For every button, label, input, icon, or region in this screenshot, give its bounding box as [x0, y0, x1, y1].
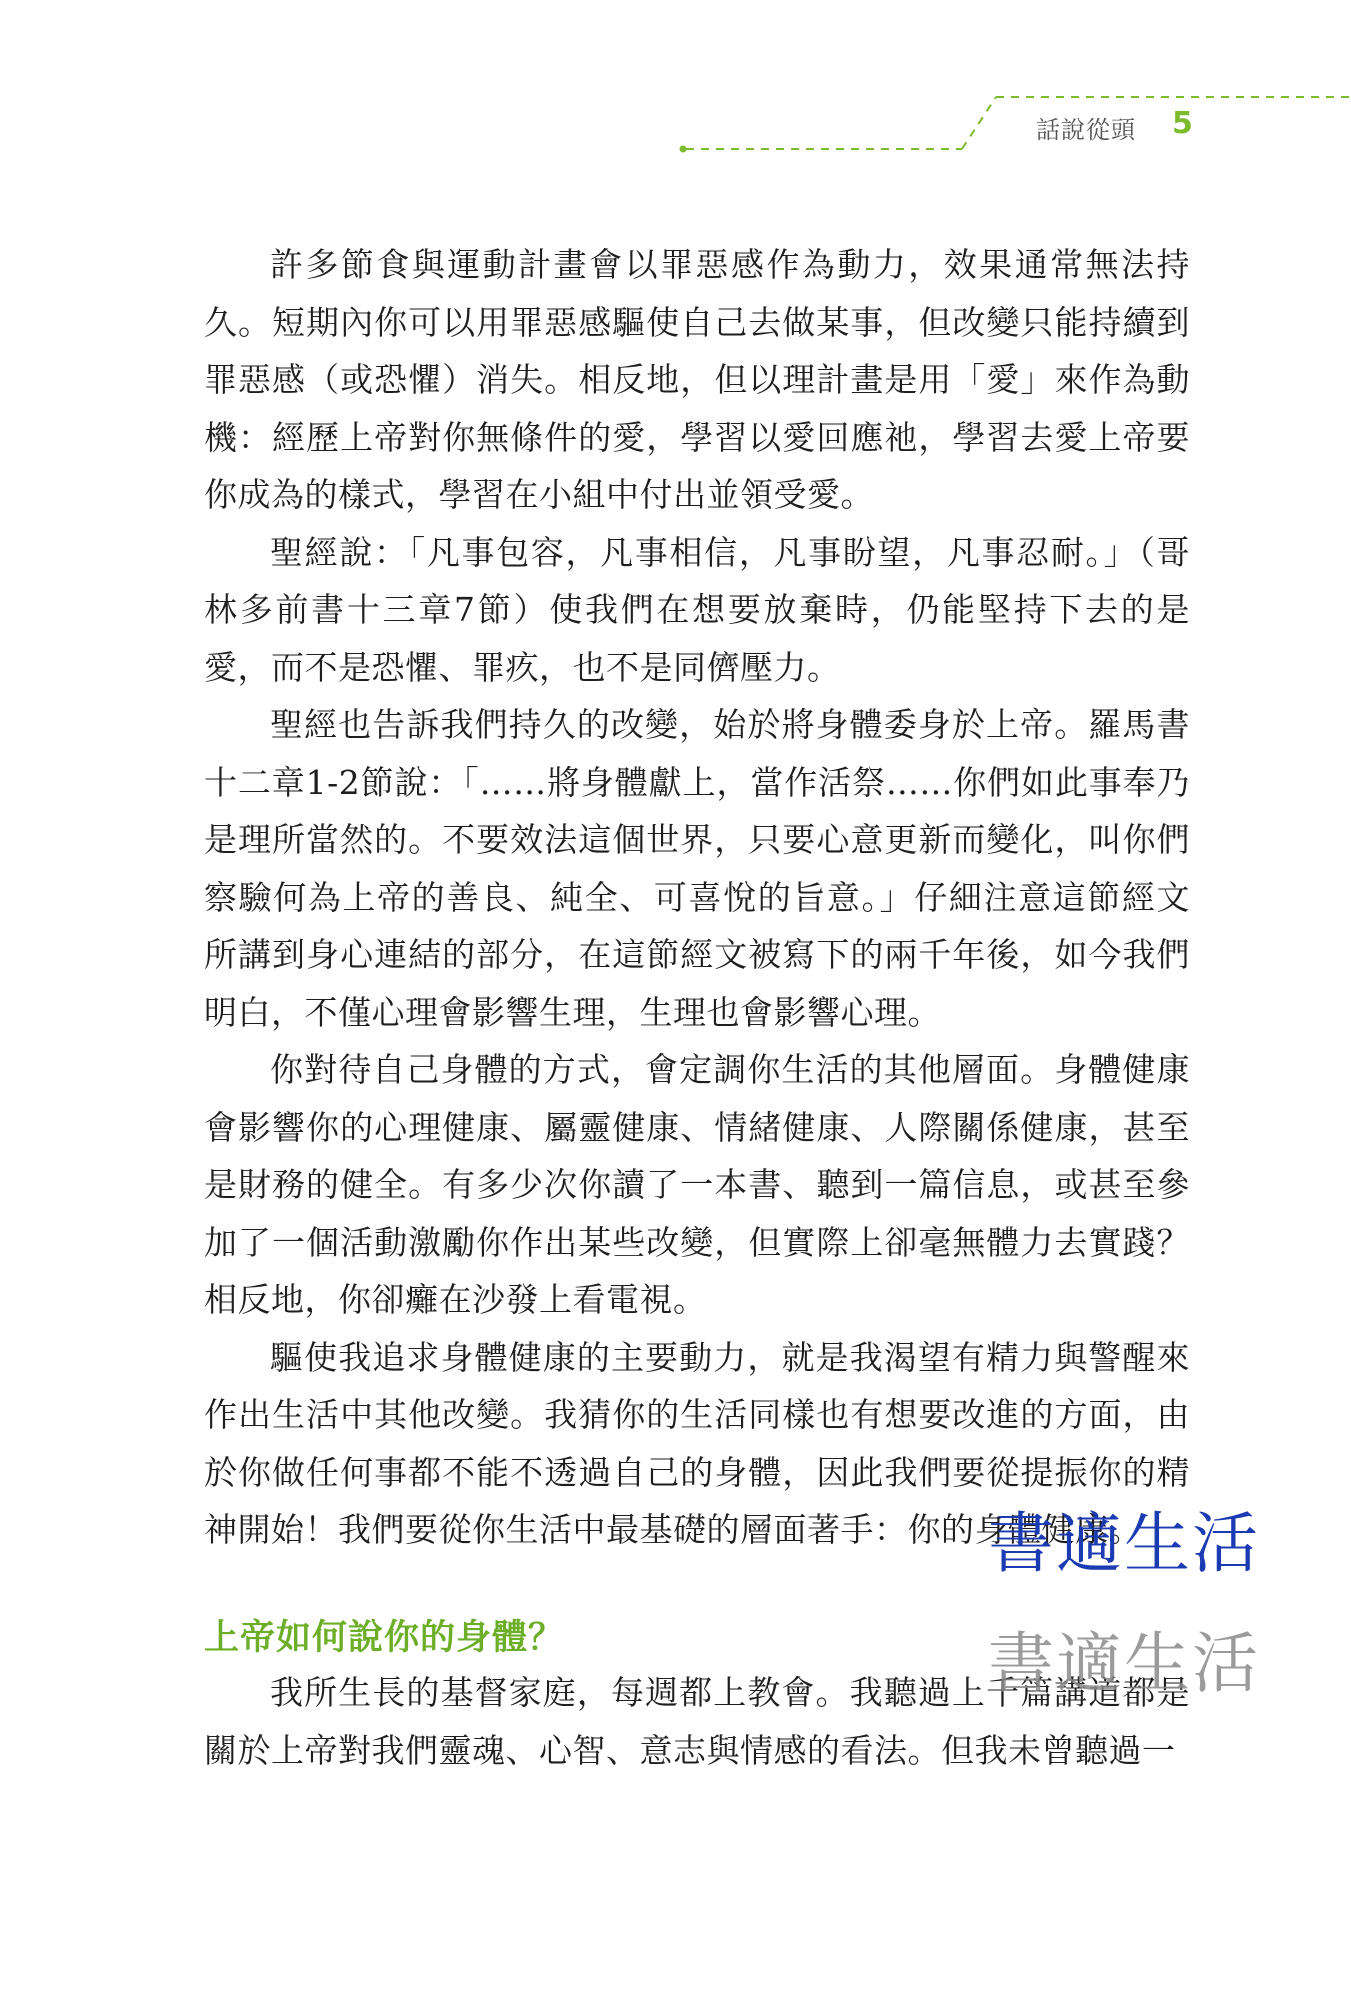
- section-heading: 上帝如何說你的身體？: [204, 1618, 565, 1658]
- page-number: 5: [1172, 106, 1193, 141]
- watermark-gray: 書適生活: [988, 1625, 1260, 1702]
- header-dashed-rule: [0, 0, 1351, 170]
- paragraph: 驅使我追求身體健康的主要動力，就是我渴望有精力與警醒來作出生活中其他改變。我猜你的生活同樣也有想要改進的方面，由於你做任何事都不能不透過自己的身體，因此我們要從提振你的精神開始！我們要從你生活中最基礎的層面著手：你的身體健康。: [204, 1337, 1190, 1549]
- paragraph: 我所生長的基督家庭，每週都上教會。我聽過上千篇講道都是關於上帝對我們靈魂、心智、意志與情感的看法。但我未曾聽過一: [204, 1673, 1190, 1770]
- body-text: [204, 236, 1190, 1559]
- paragraph: 許多節食與運動計畫會以罪惡感作為動力，效果通常無法持久。短期內你可以用罪惡感驅使自己去做某事，但改變只能持續到罪惡感（或恐懼）消失。相反地，但以理計畫是用「愛」來作為動機：經歷上帝對你無條件的愛，學習以愛回應祂，學習去愛上帝要你成為的樣式，學習在小組中付出並領受愛。: [204, 245, 1190, 514]
- header-rule-dot: [680, 146, 687, 153]
- paragraph: 聖經說：「凡事包容，凡事相信，凡事盼望，凡事忍耐。」（哥林多前書十三章7節）使我們在想要放棄時，仍能堅持下去的是愛，而不是恐懼、罪疚，也不是同儕壓力。: [204, 532, 1190, 687]
- paragraph: 你對待自己身體的方式，會定調你生活的其他層面。身體健康會影響你的心理健康、屬靈健康、情緒健康、人際關係健康，甚至是財務的健全。有多少次你讀了一本書、聽到一篇信息，或甚至參加了一個活動激勵你作出某些改變，但實際上卻毫無體力去實踐？相反地，你卻癱在沙發上看電視。: [204, 1050, 1190, 1319]
- paragraph: 聖經也告訴我們持久的改變，始於將身體委身於上帝。羅馬書十二章1-2節說：「……將身體獻上，當作活祭……你們如此事奉乃是理所當然的。不要效法這個世界，只要心意更新而變化，叫你們察驗何為上帝的善良、純全、可喜悅的旨意。」仔細注意這節經文所講到身心連結的部分，在這節經文被寫下的兩千年後，如今我們明白，不僅心理會影響生理，生理也會影響心理。: [204, 705, 1190, 1032]
- watermark-blue: 書適生活: [988, 1505, 1260, 1582]
- running-head: 話說從頭: [1036, 116, 1136, 144]
